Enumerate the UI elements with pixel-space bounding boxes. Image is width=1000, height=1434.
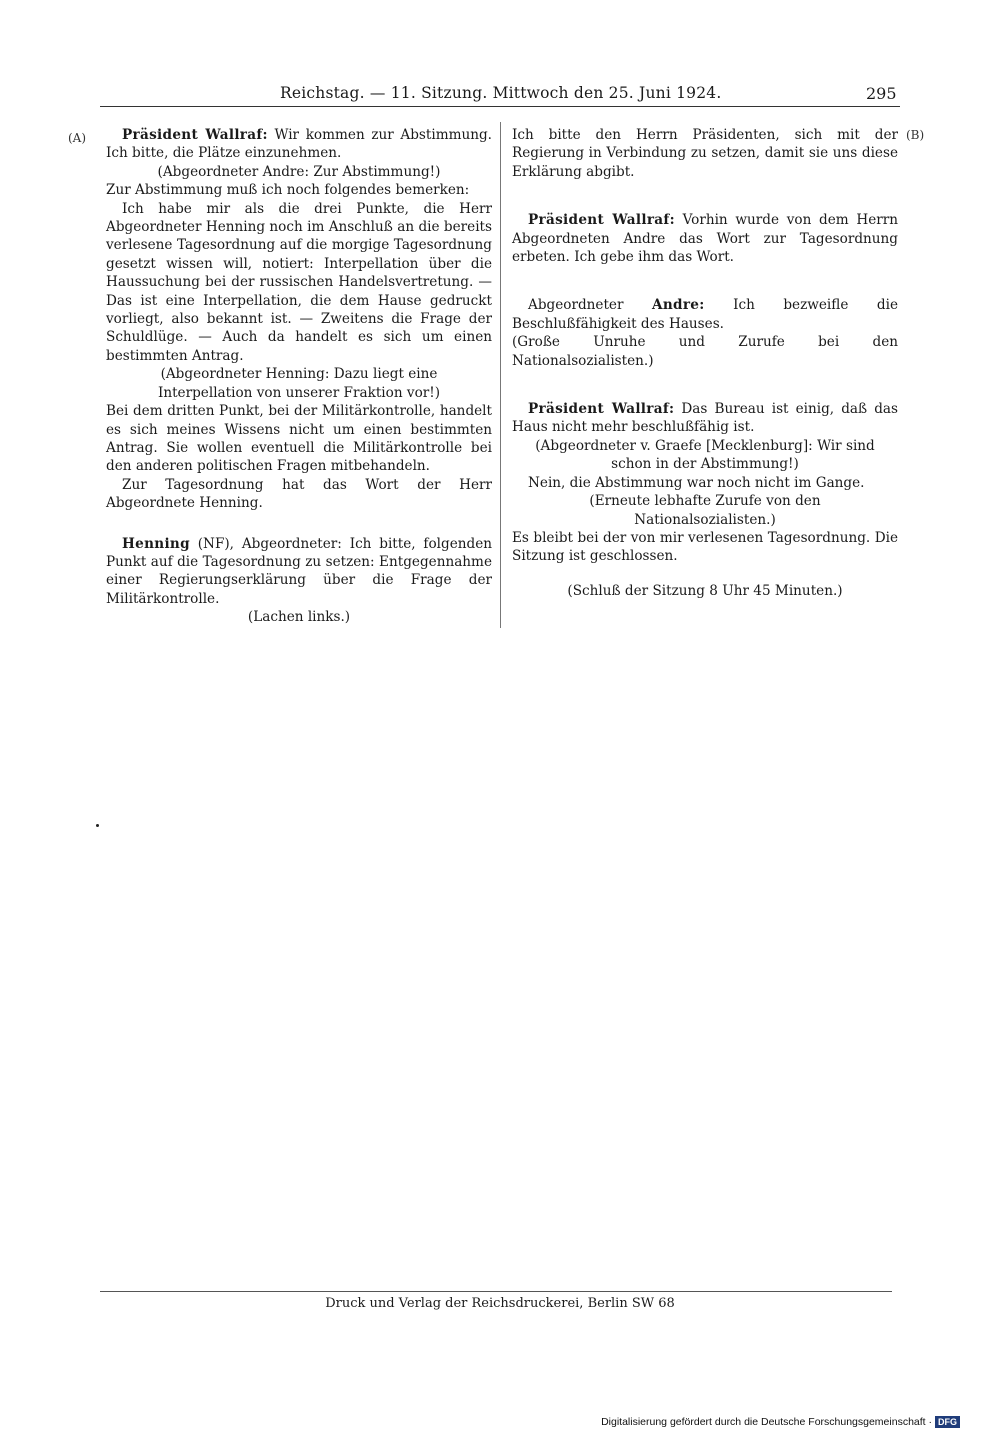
interjection: (Abgeordneter Andre: Zur Abstimmung!) [157,163,441,180]
paragraph: Ich bitte den Herrn Präsidenten, sich mit der Regierung in Verbindung zu setzen, damit sie uns diese Erklärung abgibt. [512,127,898,180]
header-rule [100,106,900,107]
interjection: (Abgeordneter Henning: Dazu liegt eine Interpellation von unserer Fraktion vor!) [157,366,441,401]
speech-text: Abgeordneter [528,297,652,314]
running-header: Reichstag. — 11. Sitzung. Mittwoch den 25. Juni 1924. [280,84,722,102]
speaker-name: Henning [122,535,190,552]
column-divider [500,122,501,628]
speech-text: Das Bureau ist einig, daß das Haus nicht mehr beschlußfähig ist. [512,401,898,436]
speech-text: Vorhin wurde von dem Herrn Abgeordneten Andre das Wort zur Tagesordnung erbeten. Ich gebe ihm das Wort. [512,212,898,266]
left-column [106,126,492,627]
speech-text: (NF), Abgeordneter: Ich bitte, folgenden Punkt auf die Tagesordnung zu setzen: Entgegennahme einer Regierungserklärung über die Frage der Militärkontrolle. [106,535,492,607]
scan-speck [96,824,99,827]
speech-text: Wir kommen zur Abstimmung. Ich bitte, die Plätze einzunehmen. [106,127,493,162]
margin-mark-a: (A) [68,131,87,145]
paragraph: Ich habe mir als die drei Punkte, die Herr Abgeordneter Henning noch im Anschluß an die bereits verlesene Tagesordnung auf die morgige Tagesordnung gesetzt wissen will, notiert: Interpellation über die Haussuchung bei der russischen Handelsvertretung. — Das ist eine Interpellation, die dem Hause gedruckt vorliegt, also bekannt ist. — Zweitens die Frage der Schuldlüge. — Auch da handelt es sich um einen bestimmten Antrag. [106,200,492,364]
page-number: 295 [866,84,897,103]
credit-text: Digitalisierung gefördert durch die Deutsche Forschungsgemeinschaft · [601,1416,932,1428]
imprint: Druck und Verlag der Reichsdruckerei, Berlin SW 68 [325,1296,675,1311]
speaker-name: Präsident Wallraf: [528,212,675,229]
dfg-logo: DFG [935,1416,960,1428]
interjection: (Lachen links.) [247,609,351,626]
paragraph [106,126,492,163]
digitization-credit [601,1416,960,1428]
speaker-name: Andre: [651,297,705,314]
right-column [512,126,898,600]
paragraph [106,535,492,609]
interjection: (Erneute lebhafte Zurufe von den Nationalsozialisten.) [589,493,821,528]
paragraph: Es bleibt bei der von mir verlesenen Tagesordnung. Die Sitzung ist geschlossen. [512,529,898,565]
paragraph [512,211,898,266]
paragraph: Bei dem dritten Punkt, bei der Militärkontrolle, handelt es sich meines Wissens nicht um einen bestimmten Antrag. Sie wollen eventuell die Militärkontrolle bei den anderen politischen Fragen mitbehandeln. [106,403,492,475]
speaker-name: Präsident Wallraf: [122,127,268,143]
paragraph [512,296,898,333]
paragraph: Zur Abstimmung muß ich noch folgendes bemerken: [106,182,470,199]
footer-rule [100,1291,892,1292]
paragraph: Zur Tagesordnung hat das Wort der Herr Abgeordnete Henning. [106,476,492,512]
interjection: (Große Unruhe und Zurufe bei den Nationalsozialisten.) [512,334,898,369]
speaker-name: Präsident Wallraf: [528,401,675,418]
paragraph [512,400,898,437]
interjection: (Abgeordneter v. Graefe [Mecklenburg]: Wir sind schon in der Abstimmung!) [535,437,875,473]
paragraph: Nein, die Abstimmung war noch nicht im Gange. [528,474,865,491]
closing-note: (Schluß der Sitzung 8 Uhr 45 Minuten.) [567,582,843,599]
speech-text: Ich bezweifle die Beschlußfähigkeit des Hauses. [512,297,899,332]
margin-mark-b: (B) [906,128,925,142]
